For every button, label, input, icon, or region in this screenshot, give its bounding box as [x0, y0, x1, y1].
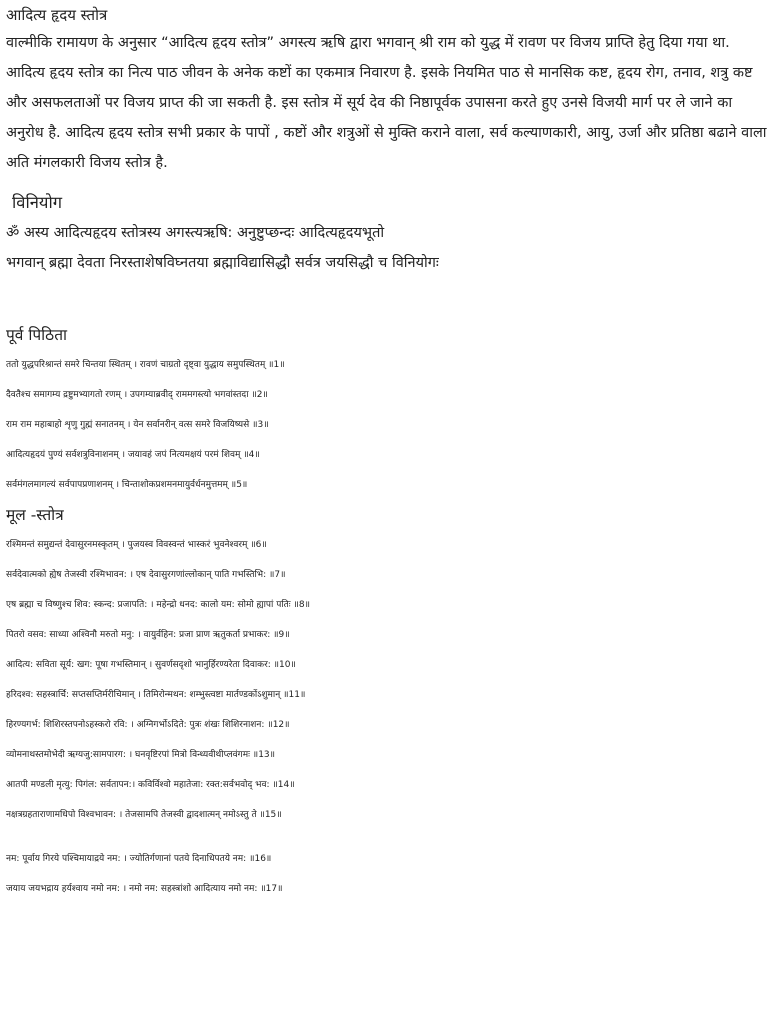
verse-11: हरिदश्व: सहस्त्रार्चि: सप्तसप्तिर्मरीचिमान् । तिमिरोन्मथन: शम्भुस्त्वष्टा मार्तण्डकोंऽशुमान् ॥11॥: [6, 690, 306, 700]
viniyog-heading: विनियोग: [12, 193, 63, 212]
verse-14: आतपी मण्डली मृत्यु: पिगंल: सर्वतापन:। कविर्विश्वो महातेजा: रक्त:सर्वभवोद् भव: ॥14॥: [6, 780, 295, 790]
viniyog-line: भगवान् ब्रह्मा देवता निरस्ताशेषविघ्नतया ब्रह्माविद्यासिद्धौ सर्वत्र जयसिद्धौ च विनियोगः: [6, 255, 439, 271]
viniyog-line: ॐ अस्य आदित्यहृदय स्तोत्रस्य अगस्त्यऋषि: अनुष्टुप्छन्दः आदित्यहृदयभूतो: [6, 225, 385, 241]
verse-2: दैवतैश्च समागम्य द्रष्टुमभ्यागतो रणम् । उपगम्याब्रवीद् राममगस्त्यो भगवांस्तदा ॥2॥: [6, 390, 268, 400]
intro-paragraph: वाल्मीकि रामायण के अनुसार “आदित्य हृदय स्तोत्र” अगस्त्य ऋषि द्वारा भगवान् श्री राम को युद्ध में रावण पर विजय प्राप्ति हेतु दिया गया था. आदित्य हृदय स्तोत्र का नित्य पाठ जीवन के अनेक कष्टों का एकमात्र निवारण है. इसके नियमित पाठ से मानसिक कष्ट, हृदय रोग, तनाव, शत्रु कष्ट और असफलताओं पर विजय प्राप्त की जा सकती है. इस स्तोत्र में सूर्य देव की निष्ठापूर्वक उपासना करते हुए उनसे विजयी मार्ग पर ले जाने का अनुरोध है. आदित्य हृदय स्तोत्र सभी प्रकार के पापों , कष्टों और शत्रुओं से मुक्ति कराने वाला, सर्व कल्याणकारी, आयु, उर्जा और प्रतिष्ठा बढाने वाला अति मंगलकारी विजय स्तोत्र है.: [6, 35, 767, 171]
verse-13: व्योमनाथस्तमोभेदी ऋग्यजु:सामपारग: । घनवृष्टिरपां मित्रो विन्ध्यवीथीप्लवंगमः ॥13॥: [6, 750, 276, 760]
verse-7: सर्वदेवात्मको ह्येष तेजस्वी रश्मिभावन: । एष देवासुरगणांल्लोकान् पाति गभस्तिभि: ॥7॥: [6, 570, 286, 580]
viniyog-block: [6, 218, 768, 278]
mool-stotra-verses: [6, 530, 768, 830]
verse-10: आदित्य: सविता सूर्य: खग: पूषा गभस्तिमान् । सुवर्णसदृशो भानुर्हिरण्यरेता दिवाकर: ॥10॥: [6, 660, 296, 670]
verse-8: एष ब्रह्मा च विष्णुश्च शिव: स्कन्द: प्रजापति: । महेन्द्रो धनद: कालो यम: सोमो ह्यापां पतिः ॥8॥: [6, 600, 310, 610]
verse-6: रश्मिमन्तं समुद्यन्तं देवासुरनमस्कृतम् । पुजयस्व विवस्वन्तं भास्करं भुवनेश्वरम् ॥6॥: [6, 540, 267, 550]
verse-9: पितरो वसव: साध्या अश्विनौ मरुतो मनु: । वायुर्वहिन: प्रजा प्राण ऋतुकर्ता प्रभाकर: ॥9॥: [6, 630, 290, 640]
verse-4: आदित्यहृदयं पुण्यं सर्वशत्रुविनाशनम् । जयावहं जपं नित्यमक्षयं परमं शिवम् ॥4॥: [6, 450, 260, 460]
purva-pithika-verses: [6, 350, 768, 500]
verse-17: जयाय जयभद्राय हर्यश्वाय नमो नम: । नमो नम: सहस्त्रांशो आदित्याय नमो नम: ॥17॥: [6, 884, 283, 894]
verse-15: नक्षत्रग्रहताराणामधिपो विश्वभावन: । तेजसामपि तेजस्वी द्वादशात्मन् नमोऽस्तु ते ॥15॥: [6, 810, 282, 820]
verse-3: राम राम महाबाहो शृणु गुह्मं सनातनम् । येन सर्वानरीन् वत्स समरे विजयिष्यसे ॥3॥: [6, 420, 269, 430]
verse-12: हिरण्यगर्भ: शिशिरस्तपनोऽहस्करो रवि: । अग्निगर्भोऽदिते: पुत्रः शंखः शिशिरनाशन: ॥12॥: [6, 720, 290, 730]
mool-stotra-verses-continued: [6, 844, 768, 904]
verse-5: सर्वमंगलमागल्यं सर्वपापप्रणाशनम् । चिन्ताशोकप्रशमनमायुर्वर्धनमुत्तमम् ॥5॥: [6, 480, 248, 490]
verse-16: नम: पूर्वाय गिरये पश्चिमायाद्रये नम: । ज्योतिर्गणानां पतये दिनाधिपतये नम: ॥16॥: [6, 854, 272, 864]
page-title: आदित्य हृदय स्तोत्र: [6, 6, 108, 24]
mool-stotra-heading: मूल -स्तोत्र: [6, 506, 64, 524]
verse-1: ततो युद्धपरिश्रान्तं समरे चिन्तया स्थितम् । रावणं चाग्रतो दृष्ट्वा युद्धाय समुपस्थितम् ॥1॥: [6, 360, 285, 370]
purva-pithika-heading: पूर्व पिठिता: [6, 326, 68, 344]
